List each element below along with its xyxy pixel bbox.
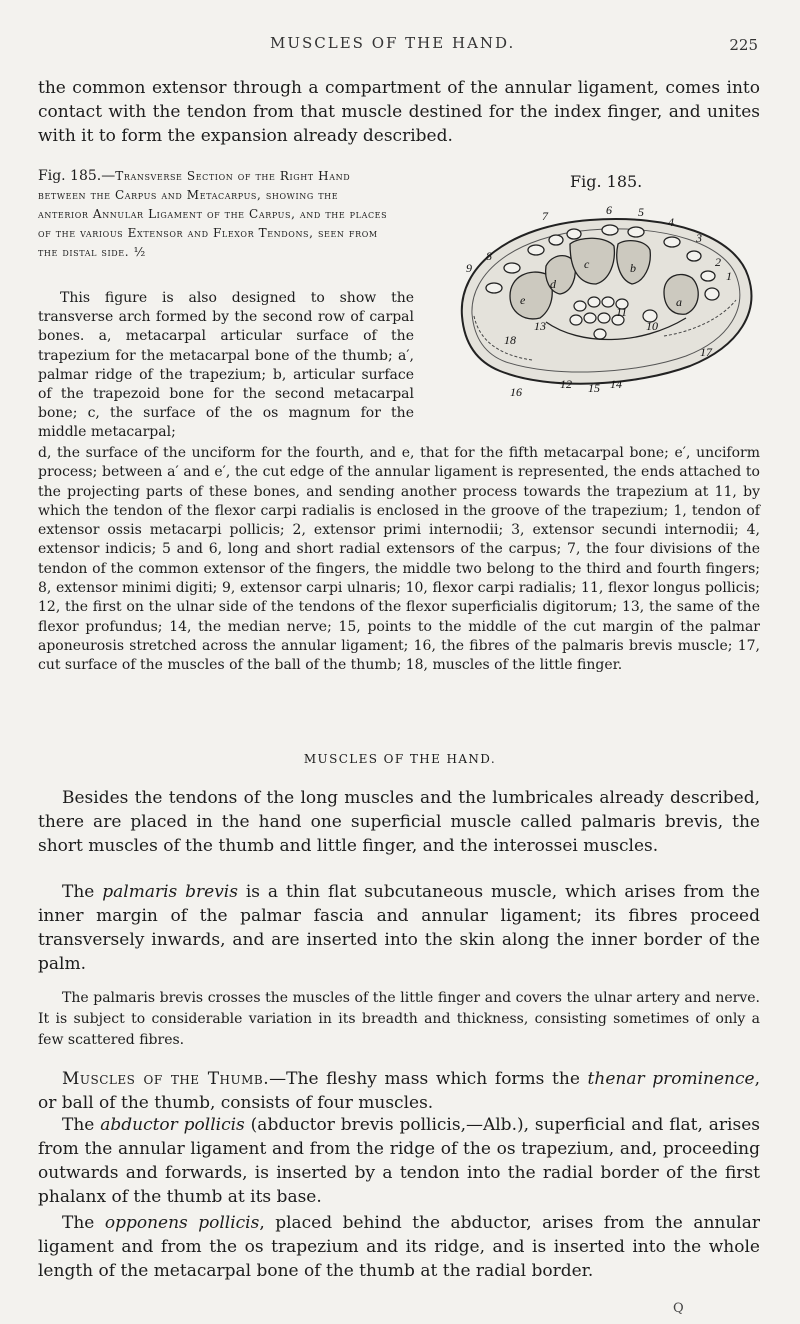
paragraph-thumb-muscles [38, 1067, 760, 1115]
figure-label-a: a [676, 295, 682, 309]
abductor-lead: The [62, 1115, 101, 1135]
figure-label-17: 17 [700, 345, 712, 359]
figure-caption-scale: ½ [133, 245, 146, 259]
figure-label-11: 11 [616, 305, 628, 319]
running-header [0, 34, 800, 58]
term-abductor-pollicis: abductor pollicis [100, 1115, 245, 1135]
term-thenar-prominence: thenar prominence [587, 1069, 755, 1089]
figure-label-e: e [520, 293, 526, 307]
signature-mark: Q [673, 1301, 684, 1316]
section-heading: MUSCLES OF THE HAND. [303, 752, 497, 766]
figure-label-7: 7 [542, 209, 548, 223]
figure-label: Fig. 185. [570, 172, 643, 191]
paragraph-besides: Besides the tendons of the long muscles and the lumbricales already described, there are placed in the hand one superficial muscle called palmaris brevis, the short muscles of the thumb and little finger, and the interossei muscles. [38, 788, 760, 856]
opponens-rest: , placed behind the abductor, arises from the annular ligament and from the os trapezium and its ridge, and is inserted into the whole length of the metacarpal bone of the thumb at the radial border. [38, 1213, 760, 1281]
figure-label-9: 9 [466, 261, 472, 275]
figure-label-4: 4 [668, 215, 674, 229]
paragraph-abductor-pollicis [38, 1113, 760, 1209]
figure-label-b: b [630, 261, 636, 275]
paragraph-palmaris-rest: is a thin flat subcutaneous muscle, which arises from the inner margin of the palmar fascia and annular ligament; its fibres proceed transversely inwards, and are inserted into the skin along the inner border of the palm. [38, 882, 760, 974]
term-opponens-pollicis: opponens pollicis [104, 1213, 260, 1233]
figure-caption [38, 167, 388, 262]
figure-label-13: 13 [534, 319, 546, 333]
hand-cross-section-illustration [450, 196, 770, 406]
small-note-palmaris: The palmaris brevis crosses the muscles of the little finger and covers the ulnar artery and nerve. It is subject to considerable variation in its breadth and thickness, consisting sometimes of only a few scattered fibres. [38, 990, 760, 1048]
paragraph-palmaris-lead: The [62, 882, 103, 902]
figure-description-full: d, the surface of the unciform for the fourth, and e, that for the fifth metacarpal bone; e′, unciform process; between a′ and e′, the cut edge of the annular ligament is represented, the ends attached to the projecting parts of these bones, and sending another process towards the trapezium at 11, by which the tendon of the flexor carpi radialis is enclosed in the groove of the trapezium; 1, tendon of extensor ossis metacarpi pollicis; 2, extensor primi internodii; 3, extensor secundi internodii; 4, extensor indicis; 5 and 6, long and short radial extensors of the carpus; 7, the four divisions of the tendon of the common extensor of the fingers, the middle two belong to the third and fourth fingers; 8, extensor minimi digiti; 9, extensor carpi ulnaris; 10, flexor carpi radialis; 11, flexor longus pollicis; 12, the first on the ulnar side of the tendons of the flexor superficialis digitorum; 13, the same of the flexor profundus; 14, the median nerve; 15, points to the middle of the cut margin of the palmar aponeurosis stretched across the annular ligament; 16, the fibres of the palmaris brevis muscle; 17, cut surface of the muscles of the ball of the thumb; 18, muscles of the little finger. [38, 445, 760, 674]
figure-label-12: 12 [560, 377, 572, 391]
figure-caption-lead: Fig. 185.— [38, 168, 116, 184]
figure-label-16: 16 [510, 385, 522, 399]
thumb-rest: , or ball of the thumb, consists of four muscles. [38, 1069, 760, 1113]
thumb-lead: —The fleshy mass which forms the [269, 1069, 588, 1089]
figure-label-5: 5 [638, 205, 644, 219]
figure-label-2: 2 [715, 255, 721, 269]
figure-description-side: This figure is also designed to show the transverse arch formed by the second row of carpal bones. a, metacarpal articular surface of the trapezium for the metacarpal bone of the thumb; a′, palmar ridge of the trapezium; b, articular surface of the trapezoid bone for the second metacarpal bone; c, the surface of the os magnum for the middle metacarpal; [38, 290, 414, 441]
figure-label-6: 6 [606, 203, 612, 217]
running-title: MUSCLES OF THE HAND. [270, 34, 516, 52]
abductor-rest: (abductor brevis pollicis,—Alb.), superficial and flat, arises from the annular ligament and from the ridge of the os trapezium, and, proceeding outwards and forwards, is inserted by a tendon into the radial border of the first phalanx of the thumb at its base. [38, 1115, 761, 1207]
figure-label-18: 18 [504, 333, 516, 347]
thumb-heading: Muscles of the Thumb. [62, 1069, 270, 1089]
page-number: 225 [729, 36, 758, 54]
term-palmaris-brevis: palmaris brevis [102, 882, 238, 902]
intro-paragraph: the common extensor through a compartment of the annular ligament, comes into contact with the tendon from that muscle destined for the index finger, and unites with it to form the expansion already described. [38, 78, 760, 146]
figure-label-d: d [550, 277, 556, 291]
figure-label-15: 15 [588, 381, 600, 395]
figure-caption-body: Transverse Section of the Right Hand between the Carpus and Metacarpus, showing the anterior Annular Ligament of the Carpus, and the places of the various Extensor and Flexor Tendons, seen from the distal side. [38, 169, 388, 259]
paragraph-opponens-pollicis [38, 1211, 760, 1283]
figure-label-10: 10 [646, 319, 658, 333]
figure-label-14: 14 [610, 377, 622, 391]
figure-label-8: 8 [486, 249, 492, 263]
opponens-lead: The [62, 1213, 105, 1233]
figure-label-c: c [584, 257, 590, 271]
figure-label-3: 3 [696, 231, 702, 245]
figure-label-1: 1 [726, 269, 732, 283]
paragraph-palmaris-brevis [38, 880, 760, 976]
